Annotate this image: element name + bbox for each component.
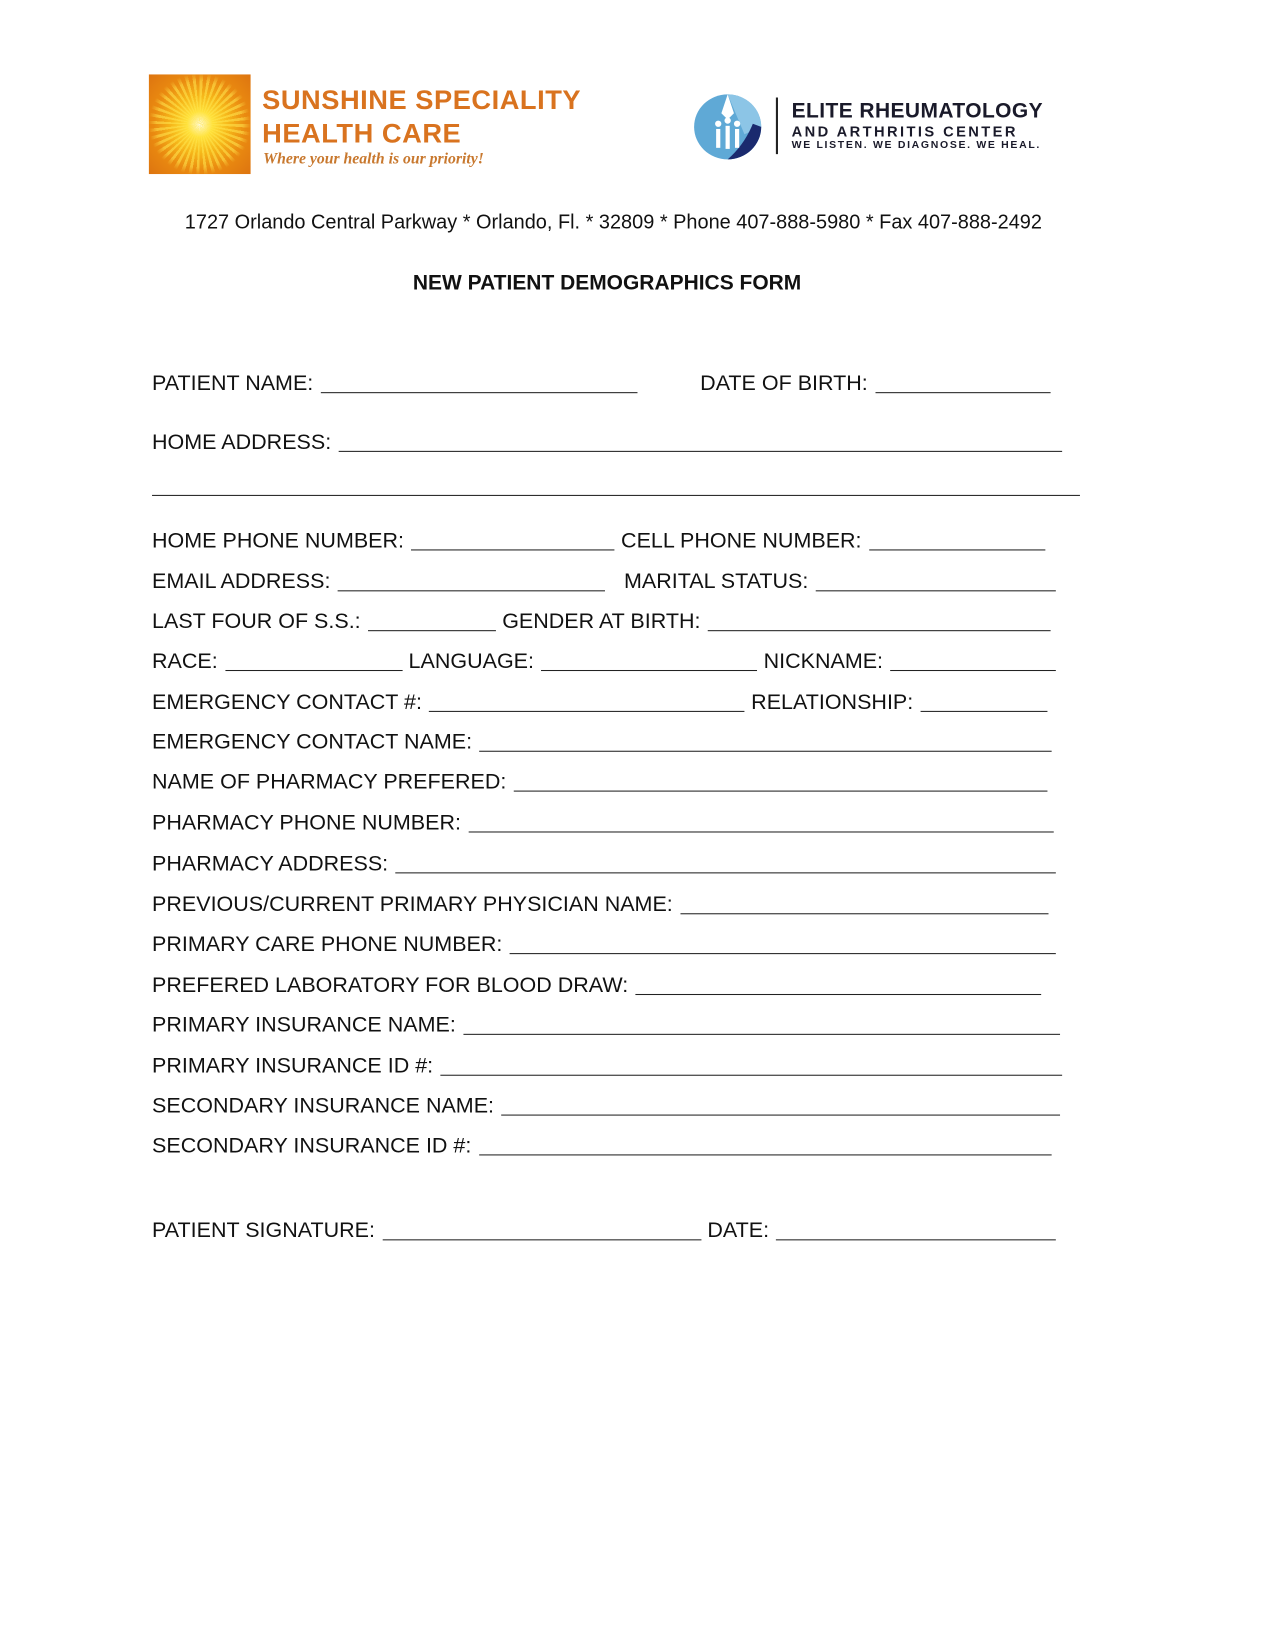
primary-insurance-name-label: PRIMARY INSURANCE NAME:: [152, 1012, 456, 1037]
emergency-name-field[interactable]: [479, 729, 1051, 752]
email-field[interactable]: [338, 568, 605, 591]
emergency-number-label: EMERGENCY CONTACT #:: [152, 689, 422, 714]
elite-logo-tagline: WE LISTEN. WE DIAGNOSE. WE HEAL.: [791, 139, 1042, 151]
nickname-field[interactable]: [890, 648, 1056, 671]
marital-status-field[interactable]: [816, 568, 1056, 591]
form-title: NEW PATIENT DEMOGRAPHICS FORM: [412, 271, 802, 295]
gender-label: GENDER AT BIRTH:: [502, 608, 701, 633]
nickname-label: NICKNAME:: [763, 648, 884, 673]
pharmacy-name-label: NAME OF PHARMACY PREFERED:: [152, 769, 507, 794]
secondary-insurance-id-label: SECONDARY INSURANCE ID #:: [152, 1132, 472, 1158]
home-phone-label: HOME PHONE NUMBER:: [152, 527, 405, 553]
secondary-insurance-name-label: SECONDARY INSURANCE NAME:: [152, 1093, 495, 1118]
pharmacy-address-field[interactable]: [395, 850, 1056, 873]
ss-label: LAST FOUR OF S.S.:: [152, 608, 361, 633]
home-phone-field[interactable]: [411, 527, 614, 550]
sunshine-logo-line2: HEALTH CARE: [262, 117, 462, 149]
sunshine-logo-sun-icon: [149, 74, 251, 174]
primary-care-phone-label: PRIMARY CARE PHONE NUMBER:: [152, 931, 503, 956]
emergency-name-label: EMERGENCY CONTACT NAME:: [152, 729, 473, 754]
home-address-field[interactable]: [339, 429, 1062, 452]
gender-field[interactable]: [708, 608, 1051, 631]
patient-name-label: PATIENT NAME:: [152, 370, 314, 395]
language-label: LANGUAGE:: [408, 648, 534, 673]
language-field[interactable]: [541, 648, 757, 671]
sunshine-logo-tagline: Where your health is our priority!: [263, 150, 484, 168]
date-label: DATE:: [707, 1217, 770, 1242]
elite-logo-icon: [692, 92, 763, 161]
secondary-insurance-id-field[interactable]: [479, 1132, 1051, 1155]
sunshine-logo-line1: SUNSHINE SPECIALITY: [262, 83, 582, 116]
secondary-insurance-name-field[interactable]: [501, 1093, 1060, 1116]
pharmacy-phone-field[interactable]: [468, 809, 1053, 832]
dob-label: DATE OF BIRTH:: [700, 370, 868, 395]
patient-name-field[interactable]: [321, 370, 638, 393]
physician-label: PREVIOUS/CURRENT PRIMARY PHYSICIAN NAME:: [152, 891, 673, 916]
cell-phone-field[interactable]: [869, 527, 1045, 550]
ss-field[interactable]: [368, 608, 496, 631]
marital-status-label: MARITAL STATUS:: [624, 568, 809, 593]
date-field[interactable]: [776, 1217, 1056, 1240]
home-address-line2-field[interactable]: [152, 473, 1080, 496]
lab-field[interactable]: [636, 972, 1042, 995]
pharmacy-name-field[interactable]: [514, 769, 1048, 792]
physician-field[interactable]: [680, 891, 1048, 914]
dob-field[interactable]: [875, 370, 1050, 393]
pharmacy-address-label: PHARMACY ADDRESS:: [152, 850, 389, 875]
primary-insurance-id-label: PRIMARY INSURANCE ID #:: [152, 1053, 434, 1078]
relationship-field[interactable]: [921, 689, 1048, 712]
clinic-address: 1727 Orlando Central Parkway * Orlando, Fl. * 32809 * Phone 407-888-5980 * Fax 407-888-2492: [184, 211, 1042, 234]
signature-label: PATIENT SIGNATURE:: [152, 1217, 375, 1242]
race-field[interactable]: [225, 648, 402, 671]
emergency-number-field[interactable]: [429, 689, 745, 712]
email-label: EMAIL ADDRESS:: [152, 568, 331, 593]
signature-field[interactable]: [382, 1217, 701, 1240]
primary-insurance-id-field[interactable]: [440, 1053, 1062, 1076]
elite-logo-line2: AND ARTHRITIS CENTER: [791, 122, 1018, 140]
elite-logo-divider: [776, 98, 778, 155]
elite-logo-line1: ELITE RHEUMATOLOGY: [791, 99, 1044, 123]
lab-label: PREFERED LABORATORY FOR BLOOD DRAW:: [152, 972, 629, 997]
pharmacy-phone-label: PHARMACY PHONE NUMBER:: [152, 809, 461, 835]
primary-care-phone-field[interactable]: [510, 931, 1056, 954]
race-label: RACE:: [152, 648, 218, 673]
home-address-label: HOME ADDRESS:: [152, 429, 332, 454]
primary-insurance-name-field[interactable]: [463, 1012, 1060, 1035]
cell-phone-label: CELL PHONE NUMBER:: [621, 527, 862, 553]
relationship-label: RELATIONSHIP:: [751, 689, 914, 714]
